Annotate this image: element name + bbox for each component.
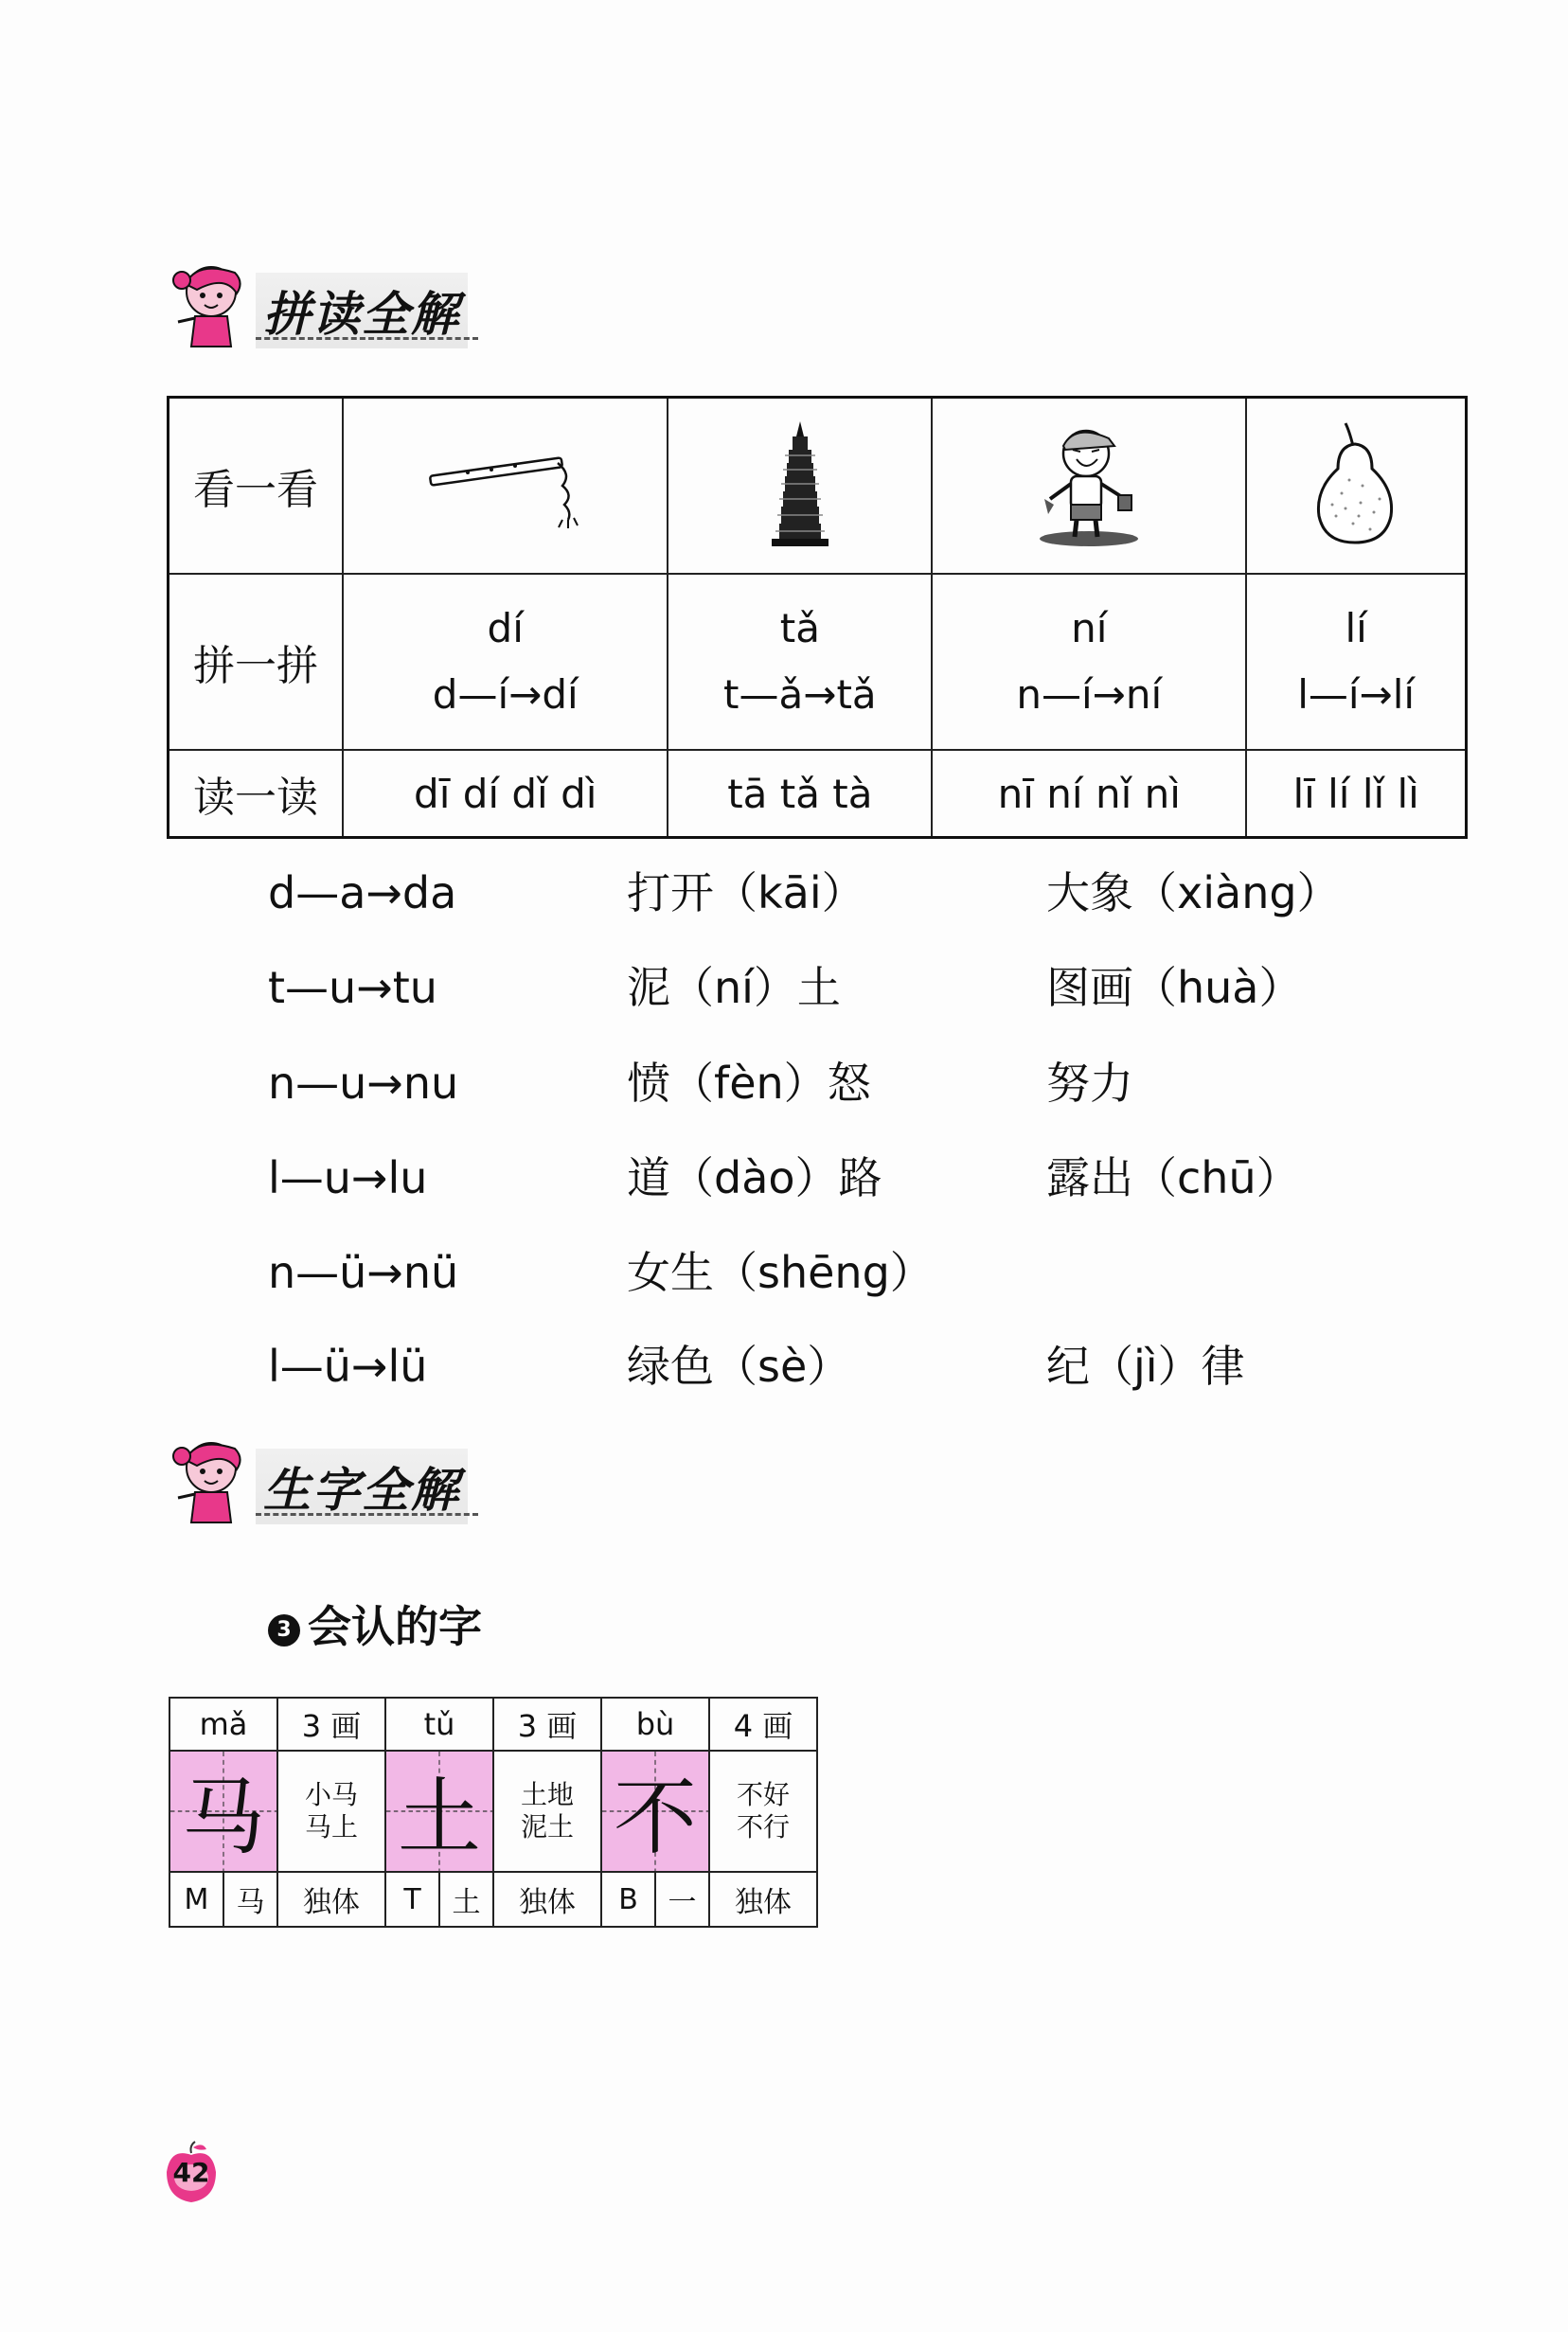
spell-cell: [343, 574, 668, 750]
word-list-item: n—u→nu: [268, 1058, 459, 1109]
char-structure: 独体: [277, 1872, 385, 1927]
subsection-label: 会认的字: [308, 1601, 482, 1652]
section-header-shengzi: [169, 1432, 490, 1536]
page-number-badge: [163, 2140, 220, 2206]
cartoon-girl-icon: [169, 256, 254, 350]
mud-boy-icon: [1027, 418, 1150, 550]
row-label-read: 读一读: [169, 750, 344, 838]
word-list-item: 泥（ní）土: [627, 962, 841, 1013]
word-list-item: 绿色（sè）: [627, 1341, 851, 1392]
section-title: 拼读全解: [256, 273, 468, 348]
spell-cell: [668, 574, 932, 750]
syllable: dí: [487, 605, 524, 651]
char-words: [709, 1751, 817, 1872]
char-words: [277, 1751, 385, 1872]
word: 马上: [304, 1811, 358, 1842]
table-row-look: [169, 398, 1467, 575]
pear-icon: [1304, 418, 1408, 550]
word-list-item: 打开（kāi）: [627, 867, 865, 918]
char-pinyin: tǔ: [385, 1698, 493, 1751]
pinyin-table: [167, 396, 1468, 839]
char-grid-cell: [169, 1751, 277, 1872]
word-list-item: d—a→da: [268, 867, 457, 918]
big-character: 马: [181, 1769, 265, 1866]
table-row-read: [169, 750, 1467, 838]
word: 不好: [736, 1779, 790, 1810]
word-list-item: 纪（jì）律: [1046, 1341, 1245, 1392]
word: 小马: [304, 1779, 358, 1810]
char-table-main-row: [169, 1751, 817, 1872]
char-radical: 马: [223, 1872, 277, 1927]
char-radical: 土: [439, 1872, 493, 1927]
table-row-spell: [169, 574, 1467, 750]
char-strokes: 3 画: [277, 1698, 385, 1751]
char-letter: T: [385, 1872, 439, 1927]
cartoon-girl-icon: [169, 1432, 254, 1526]
section-underline: [256, 1513, 478, 1516]
spell-cell: [1246, 574, 1466, 750]
syllable: lí: [1345, 605, 1367, 651]
read-cell: tā tǎ tà: [668, 750, 932, 838]
char-table-header-row: [169, 1698, 817, 1751]
word-list-item: l—u→lu: [268, 1152, 428, 1203]
char-strokes: 3 画: [493, 1698, 601, 1751]
char-letter: B: [601, 1872, 655, 1927]
word-list-item: 露出（chū）: [1046, 1152, 1300, 1203]
word-list-item: l—ü→lü: [268, 1341, 428, 1392]
read-cell: dī dí dǐ dì: [343, 750, 668, 838]
char-radical: 一: [655, 1872, 709, 1927]
section-underline: [256, 337, 478, 340]
bullet-number-icon: 3: [268, 1614, 300, 1647]
section-title: 生字全解: [256, 1449, 468, 1524]
spell-formula: t—ǎ→tǎ: [723, 671, 877, 718]
character-table: [169, 1697, 818, 1928]
row-label-spell: 拼一拼: [169, 574, 344, 750]
image-cell: [343, 398, 668, 575]
word-list-item: 女生（shēng）: [627, 1247, 934, 1298]
char-structure: 独体: [709, 1872, 817, 1927]
row-label-look: 看一看: [169, 398, 344, 575]
char-table-footer-row: [169, 1872, 817, 1927]
char-pinyin: mǎ: [169, 1698, 277, 1751]
image-cell: [932, 398, 1246, 575]
spell-formula: n—í→ní: [1016, 671, 1163, 718]
big-character: 不: [613, 1769, 697, 1866]
syllable: tǎ: [779, 605, 820, 651]
word: 土地: [520, 1779, 574, 1810]
char-pinyin: bù: [601, 1698, 709, 1751]
page-number: 42: [172, 2157, 210, 2188]
flute-icon: [411, 436, 600, 531]
image-cell: [668, 398, 932, 575]
word: 不行: [736, 1811, 790, 1842]
word-list-item: 努力: [1046, 1058, 1133, 1109]
big-character: 土: [397, 1769, 481, 1866]
syllable: ní: [1071, 605, 1108, 651]
word-list-item: n—ü→nü: [268, 1247, 459, 1298]
spell-formula: d—í→dí: [432, 671, 579, 718]
char-letter: M: [169, 1872, 223, 1927]
read-cell: lī lí lǐ lì: [1246, 750, 1466, 838]
char-grid-cell: [385, 1751, 493, 1872]
word-list-item: 图画（huà）: [1046, 962, 1303, 1013]
pagoda-icon: [762, 418, 838, 550]
image-cell: [1246, 398, 1466, 575]
char-words: [493, 1751, 601, 1872]
word-list-item: t—u→tu: [268, 962, 437, 1013]
spell-formula: l—í→lí: [1297, 671, 1416, 718]
subsection-heading: [268, 1593, 482, 1655]
word-list-item: 道（dào）路: [627, 1152, 882, 1203]
char-strokes: 4 画: [709, 1698, 817, 1751]
char-grid-cell: [601, 1751, 709, 1872]
word: 泥土: [520, 1811, 574, 1842]
char-structure: 独体: [493, 1872, 601, 1927]
word-list-item: 愤（fèn）怒: [627, 1058, 871, 1109]
spell-cell: [932, 574, 1246, 750]
word-list-item: 大象（xiàng）: [1046, 867, 1341, 918]
section-header-pindu: [169, 256, 490, 360]
read-cell: nī ní nǐ nì: [932, 750, 1246, 838]
